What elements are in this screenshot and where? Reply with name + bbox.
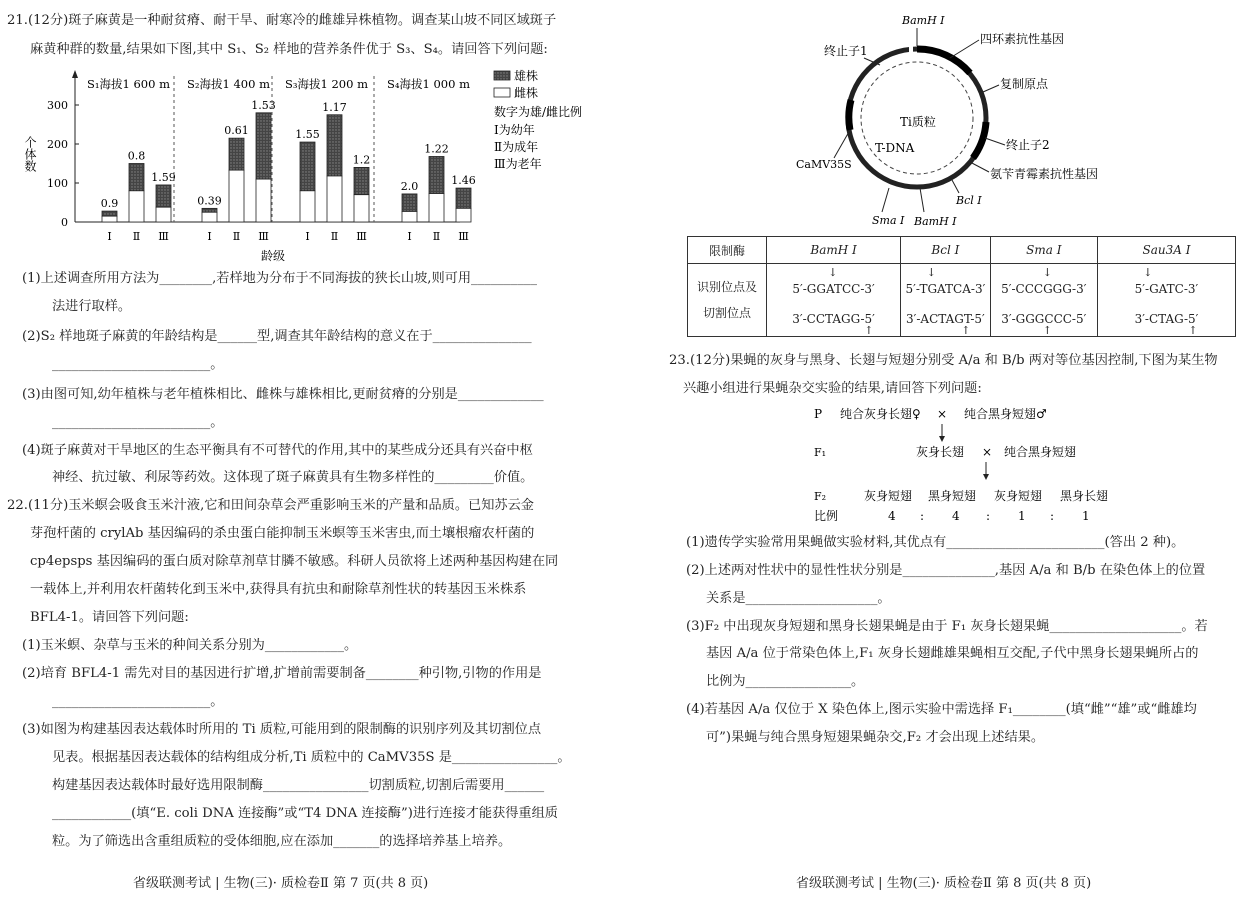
y-tick-label: 200 [47,138,68,151]
p-cross-sign: × [937,407,948,421]
q23-part3-line1: (3)F₂ 中出现灰身短翅和黑身长翅果蝇是由于 F₁ 灰身长翅果蝇____________________。若 [686,619,1208,634]
chart-ylabel: 个体数 [23,136,37,172]
bar-female [129,191,144,222]
f1-cross-sign: × [982,445,993,459]
f2-type-3: 灰身短翅 [994,489,1043,503]
bar-ratio-label: 1.46 [451,174,476,188]
p-label: P [814,407,823,421]
q22-stem-line4: 一载体上,并利用农杆菌转化到玉米中,获得具有抗虫和耐除草剂性状的转基因玉米株系 [30,582,527,597]
x-category-label: Ⅰ [407,230,412,243]
x-category-label: Ⅲ [458,230,469,243]
sequence-cell: ↓ 5′-TGATCA-3′ 3′-ACTAGT-5′ ↑ [901,264,990,337]
q21-part2-line2: ________________________。 [52,357,224,372]
group-title: S₃海拔1 200 m [285,77,368,91]
bar-female [456,208,471,222]
f1-partner: 纯合黑身短翅 [1004,445,1077,459]
y-tick-label: 100 [47,177,68,190]
seq-bottom: 3′-CTAG-5′ [1134,312,1199,326]
bar-male [300,142,315,191]
label-tet-resistance: 四环素抗性基因 [980,32,1065,46]
bar-ratio-label: 1.55 [295,128,320,142]
bar-male [402,194,417,212]
bar-ratio-label: 1.22 [424,142,449,156]
q23-part3-line3: 比例为________________。 [706,674,865,689]
seq-top: 5′-GATC-3′ [1134,282,1199,296]
f2-type-1: 灰身短翅 [864,489,913,503]
q23-part4-line1: (4)若基因 A/a 仅位于 X 染色体上,图示实验中需选择 F₁________(填“雌”“雄”或“雌雄均 [686,702,1197,717]
q22-stem-line5: BFL4-1。请回答下列问题: [30,610,189,625]
q22-part3-line4: ____________(填“E. coli DNA 连接酶”或“T4 DNA 连接酶”)进行连接才能获得重组质 [52,806,558,821]
bar-female [202,212,217,222]
bar-male [102,211,117,216]
q22-part3-line3: 构建基因表达载体时最好选用限制酶________________切割质粒,切割后需要用______ [52,778,545,793]
q21-stem-line2: 麻黄种群的数量,结果如下图,其中 S₁、S₂ 样地的营养条件优于 S₃、S₄。请回答下列问题: [30,42,548,57]
ti-plasmid-diagram [774,0,1174,232]
legend-age3: Ⅲ为老年 [494,157,542,171]
x-category-label: Ⅱ [432,230,441,243]
enzyme-name-sau3a1: Sau3A Ⅰ [1097,237,1235,264]
restriction-enzyme-table [687,236,1236,337]
population-bar-chart [20,66,620,262]
ratio-sep-2: : [986,509,991,523]
q23-part3-line2: 基因 A/a 位于常染色体上,F₁ 灰身长翅雌雄果蝇相互交配,子代中黑身长翅果蝇所占的 [706,646,1199,661]
label-bamh1-top: BamH Ⅰ [902,14,945,27]
label-origin: 复制原点 [1000,77,1049,91]
f2-type-2: 黑身短翅 [928,489,977,503]
table-header-enzyme: 限制酶 [688,237,767,264]
q22-part3-line1: (3)如图为构建基因表达载体时所用的 Ti 质粒,可能用到的限制酶的识别序列及其切割位点 [22,722,542,737]
label-bcl1: Bcl Ⅰ [956,194,982,207]
enzyme-name-sma1: Sma Ⅰ [990,237,1097,264]
q23-part2-line2: 关系是____________________。 [706,591,891,606]
seq-bottom: 3′-GGGCCC-5′ [1001,312,1087,326]
bar-female [256,179,271,222]
x-category-label: Ⅲ [356,230,367,243]
x-category-label: Ⅲ [258,230,269,243]
plasmid-name: Ti质粒 [900,115,936,129]
seq-bottom: 3′-ACTAGT-5′ [906,312,985,326]
x-category-label: Ⅱ [330,230,339,243]
bar-female [229,170,244,222]
bar-male [429,156,444,193]
left-page [0,0,624,900]
q22-part2-line2: ________________________。 [52,694,224,709]
bar-male [129,164,144,191]
enzyme-name-bamh1: BamH Ⅰ [767,237,901,264]
q22-part2-line1: (2)培育 BFL4-1 需先对目的基因进行扩增,扩增前需要制备________种引物,引物的作用是 [22,666,542,681]
t-dna-label: T-DNA [875,141,915,155]
q21-part1-line1: (1)上述调查所用方法为________,若样地为分布于不同海拔的狭长山坡,则可用__________ [22,271,537,286]
footer-page7: 省级联测考试 | 生物(三)· 质检卷Ⅱ 第 7 页(共 8 页) [133,876,429,891]
bar-female [354,195,369,222]
bar-female [327,176,342,222]
group-title: S₄海拔1 000 m [387,77,470,91]
row-label-line1: 识别位点及 [696,280,757,294]
q21-part3-line1: (3)由图可知,幼年植株与老年植株相比、雌株与雄株相比,更耐贫瘠的分别是_____________ [22,387,544,402]
x-category-label: Ⅰ [305,230,310,243]
label-terminator1: 终止子1 [824,44,868,58]
legend-female: 雌株 [514,86,539,100]
bar-ratio-label: 0.61 [224,124,249,138]
bar-female [156,207,171,222]
bar-female [102,216,117,222]
y-tick-label: 0 [61,216,68,229]
bar-ratio-label: 0.8 [127,149,146,163]
q23-stem-line1: 23.(12分)果蝇的灰身与黑身、长翅与短翅分别受 A/a 和 B/b 两对等位基因控制,下图为某生物 [669,353,1218,368]
q21-part3-line2: ________________________。 [52,415,224,430]
legend-male: 雄株 [514,69,539,83]
sequence-cell: ↓ 5′-GGATCC-3′ 3′-CCTAGG-5′ ↑ [767,264,901,337]
q21-part1-line2: 法进行取样。 [52,299,132,314]
chart-legend [494,68,582,171]
ratio-3: 1 [1018,509,1026,523]
q21-part2-line1: (2)S₂ 样地斑子麻黄的年龄结构是______型,调查其年龄结构的意义在于_______________ [22,329,532,344]
bar-female [429,194,444,222]
bar-male [456,188,471,208]
q22-stem-line2: 芽孢杆菌的 crylAb 基因编码的杀虫蛋白能抑制玉米螟等玉米害虫,而土壤根瘤农杆菌的 [30,526,535,541]
row-label-line2: 切割位点 [702,306,751,320]
x-category-label: Ⅰ [107,230,112,243]
bar-male [202,208,217,212]
x-category-label: Ⅱ [132,230,141,243]
q23-part1: (1)遗传学实验常用果蝇做实验材料,其优点有________________________(答出 2 种)。 [686,535,1185,550]
q22-part3-line5: 粒。为了筛选出含重组质粒的受体细胞,应在添加_______的选择培养基上培养。 [52,834,512,849]
label-bamh1-bottom: BamH Ⅰ [914,215,957,228]
seq-top: 5′-GGATCC-3′ [792,282,875,296]
label-camv35s: CaMV35S [796,158,852,171]
label-amp-resistance: 氨苄青霉素抗性基因 [990,167,1099,181]
x-category-label: Ⅱ [232,230,241,243]
bar-female [402,211,417,222]
ratio-1: 4 [888,509,896,523]
p-female: 纯合灰身长翅♀ [840,407,921,421]
bar-female [300,191,315,222]
q23-stem-line2: 兴趣小组进行果蝇杂交实验的结果,请回答下列问题: [683,381,982,396]
ratio-sep-3: : [1050,509,1055,523]
group-title: S₂海拔1 400 m [187,77,270,91]
bar-ratio-label: 1.2 [352,153,371,167]
q21-part4-line1: (4)斑子麻黄对干旱地区的生态平衡具有不可替代的作用,其中的某些成分还具有兴奋中枢 [22,443,533,458]
cross-diagram [794,400,1154,526]
q22-stem-line3: cp4epsps 基因编码的蛋白质对除草剂草甘膦不敏感。科研人员欲将上述两种基因构建在同 [30,554,559,569]
bar-male [256,113,271,179]
right-page [624,0,1249,900]
sequence-cell: ↓ 5′-GATC-3′ 3′-CTAG-5′ ↑ [1097,264,1235,337]
f1-label: F₁ [814,446,827,459]
f2-label: F₂ [814,490,827,503]
bar-male [354,167,369,194]
enzyme-name-bcl1: Bcl Ⅰ [901,237,990,264]
seq-top: 5′-CCCGGG-3′ [1001,282,1087,296]
ratio-2: 4 [952,509,960,523]
bar-male [327,115,342,176]
p-male: 纯合黑身短翅♂ [964,407,1047,421]
footer-page8: 省级联测考试 | 生物(三)· 质检卷Ⅱ 第 8 页(共 8 页) [796,876,1092,891]
ratio-sep-1: : [920,509,925,523]
ratio-4: 1 [1082,509,1090,523]
chart-xlabel: 龄级 [260,249,286,262]
q22-stem-line1: 22.(11分)玉米螟会吸食玉米汁液,它和田间杂草会严重影响玉米的产量和品质。已知苏云金 [7,498,534,513]
y-tick-label: 300 [47,99,68,112]
bar-ratio-label: 0.39 [197,194,222,208]
label-terminator2: 终止子2 [1006,138,1050,152]
q22-part3-line2: 见表。根据基因表达载体的结构组成分析,Ti 质粒中的 CaMV35S 是________________。 [52,750,571,765]
bar-male [156,185,171,207]
seq-top: 5′-TGATCA-3′ [905,282,986,296]
bar-ratio-label: 1.17 [322,100,347,114]
sequence-cell: ↓ 5′-CCCGGG-3′ 3′-GGGCCC-5′ ↑ [990,264,1097,337]
group-title: S₁海拔1 600 m [87,77,170,91]
label-sma1: Sma Ⅰ [872,214,905,227]
q23-part4-line2: 可”)果蝇与纯合黑身短翅果蝇杂交,F₂ 才会出现上述结果。 [706,730,1045,745]
f2-type-4: 黑身长翅 [1060,489,1109,503]
x-category-label: Ⅲ [158,230,169,243]
legend-age2: Ⅱ为成年 [494,140,539,154]
seq-bottom: 3′-CCTAGG-5′ [792,312,875,326]
q21-stem-line1: 21.(12分)斑子麻黄是一种耐贫瘠、耐干旱、耐寒冷的雌雄异株植物。调查某山坡不同区域斑子 [7,13,557,28]
legend-age1: Ⅰ为幼年 [494,123,535,137]
ratio-label: 比例 [814,509,839,523]
q22-part1: (1)玉米螟、杂草与玉米的种间关系分别为____________。 [22,638,358,653]
q21-part4-line2: 神经、抗过敏、利尿等药效。这体现了斑子麻黄具有生物多样性的_________价值。 [52,470,534,485]
x-category-label: Ⅰ [207,230,212,243]
bar-ratio-label: 1.53 [251,98,276,112]
table-row-label [688,264,767,337]
f1-phenotype: 灰身长翅 [916,445,965,459]
bar-male [229,138,244,170]
legend-ratio-note: 数字为雄/雌比例 [494,105,583,119]
bar-ratio-label: 0.9 [100,197,119,211]
bar-ratio-label: 1.59 [151,170,176,184]
bar-ratio-label: 2.0 [400,179,419,193]
q23-part2-line1: (2)上述两对性状中的显性性状分别是______________,基因 A/a 和 B/b 在染色体上的位置 [686,563,1206,578]
